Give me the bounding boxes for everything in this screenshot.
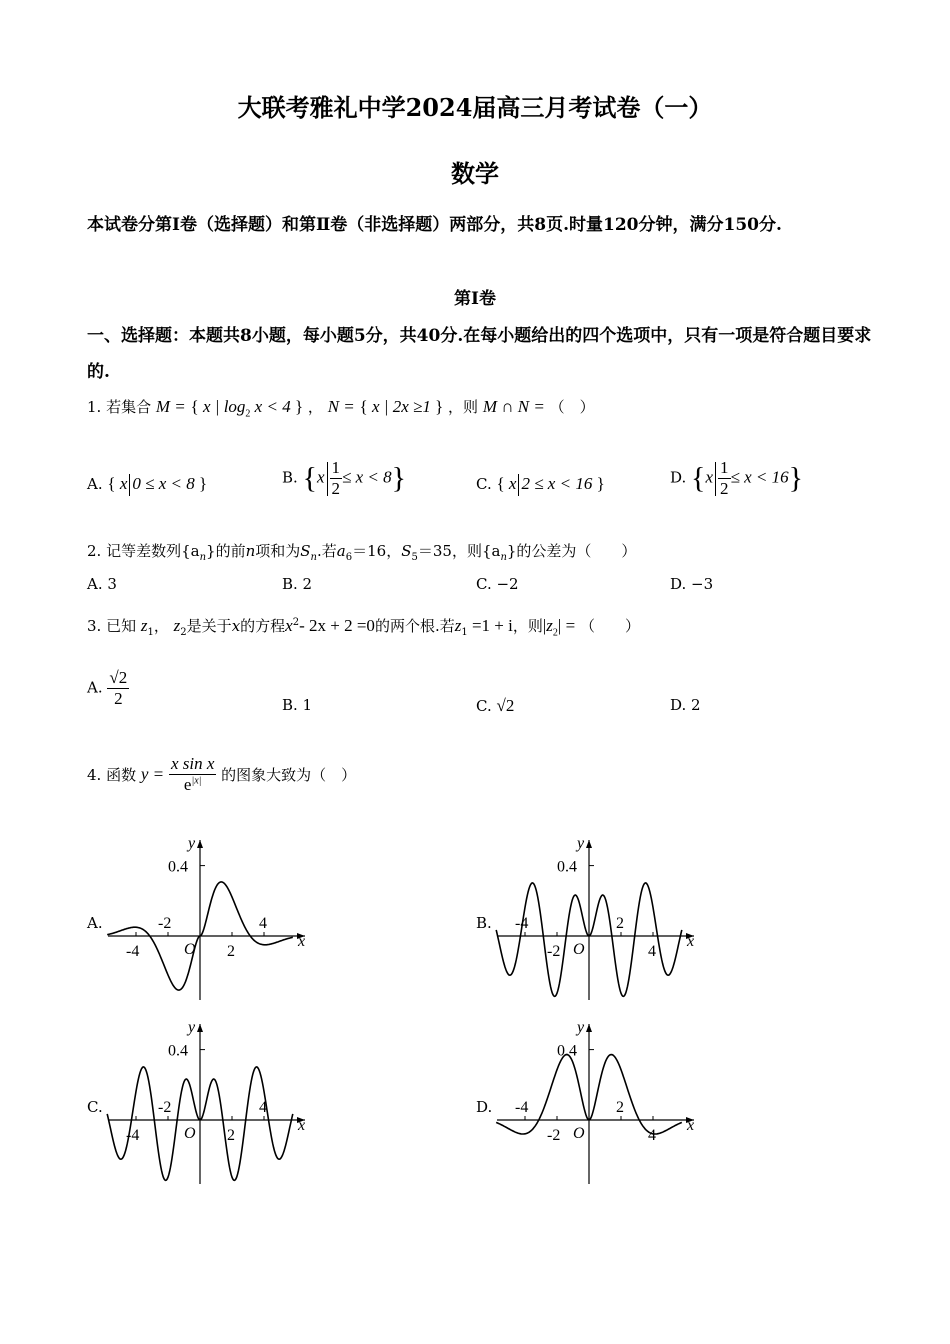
q4-text: 4. 函数 [87,766,137,784]
option-cond: ≤ x < 8 [342,467,392,487]
option-label: A. [87,475,103,493]
q1-prefix: 1. 若集合 [87,398,152,416]
q4-option-d-label[interactable]: D. [476,1098,493,1116]
subject-title: 数学 [451,159,499,188]
option-cond: ≤ x < 16 [730,467,789,487]
q3-text: 的两个根.若 [374,617,455,635]
x-tick-label: 4 [259,1099,267,1116]
q1-set-m-tail: x < 4 [254,397,291,416]
option-label: C. [476,475,492,493]
option-value: √2 [496,696,515,715]
y-axis-arrow [197,1024,203,1032]
x-axis-label: x [298,1117,306,1134]
q2-option-a[interactable]: A. 3 [87,575,117,593]
q1-set-m: { x | $\log_2 x < 4$ } [190,397,304,420]
q1-expr: M ∩ N = [482,397,545,416]
q2-option-d[interactable]: D. −3 [670,575,714,593]
q3-text: 3. 已知 [87,617,137,635]
q4-y-eq: y = [140,764,165,784]
q1-blank: （ ） [549,398,595,416]
origin-label: O [573,941,585,958]
q1-set-n-body: x | 2x ≥1 [371,397,431,416]
q2-var-a: a [336,542,346,560]
q3-var-z: z [546,616,553,635]
section-heading: 一、选择题：本题共8小题，每小题5分，共40分.在每小题给出的四个选项中，只有一项是符合题目要求的. [87,326,872,382]
option-var: x [316,467,325,487]
q3-sup: 2 [292,617,300,628]
option-frac-den: 2 [720,479,729,498]
x-tick-label: -2 [158,1099,172,1116]
x-tick-label: -4 [126,1127,140,1144]
option-frac-num: 1 [720,458,729,477]
q2-var-n: n [245,542,256,560]
y-tick-label: 0.4 [168,1042,188,1060]
q2-var-s: S [401,542,412,560]
q3-var-z: z [173,616,181,635]
q3-option-d[interactable]: D. 2 [670,696,701,714]
x-tick-label: -2 [547,943,561,960]
x-tick-label: 2 [227,1127,235,1144]
q2-text: }的公差为（ ） [506,542,637,560]
q1-then: ，则 [448,398,479,416]
y-axis-arrow [586,840,592,848]
q1-option-b[interactable]: B. {x $\frac{1}{2}$ ≤ x < 8} [282,458,407,498]
q4-den-e: e [183,775,192,794]
y-axis-label: y [577,1019,585,1036]
origin-label: O [184,941,196,958]
q2-var-s: S [300,542,311,560]
q4-option-c-label[interactable]: C. [87,1098,103,1116]
x-axis-label: x [687,1117,695,1134]
q2-text: .若 [317,542,337,560]
y-axis-arrow [197,840,203,848]
q1-set-n-label: N = [327,397,355,416]
q3-eq: - 2x + 2 =0 [299,616,375,635]
q3-text: 的方程 [240,617,286,635]
x-tick-label: 2 [616,1099,624,1116]
q3-text: ，则 [512,617,543,635]
x-tick-label: 2 [616,915,624,932]
q1-set-m-label: M = [155,397,186,416]
q3-eq: x [285,616,293,635]
q4-den-sup: |x| [191,775,202,787]
question-4 [87,754,356,795]
question-3: 3. 已知 $z_1$， $z_2$是关于x的方程$x^2-$ 2x + 2 =0的两个根.若$z_1 =1 + i$，则$|z_2|$ = （ ） [87,616,640,639]
x-axis-label: x [298,933,306,950]
x-tick-label: -2 [547,1127,561,1144]
q3-sub: 2 [552,627,558,639]
exam-intro: 本试卷分第Ⅰ卷（选择题）和第Ⅱ卷（非选择题）两部分，共8页.时量120分钟，满分150分. [87,215,782,235]
x-tick-label: 4 [259,915,267,932]
q2-option-c[interactable]: C. −2 [476,575,519,593]
q4-graph-c[interactable] [100,1012,320,1192]
q1-log-base: 2 [245,408,251,420]
question-2 [87,540,636,563]
x-tick-label: 4 [648,1127,656,1144]
x-tick-label: 4 [648,943,656,960]
q1-set-m-body: x | log [202,397,246,416]
q2-sub: n [199,552,207,563]
q3-option-c[interactable] [476,696,514,716]
q3-option-b[interactable]: B. 1 [282,696,313,714]
y-tick-label: 0.4 [168,858,188,876]
q3-var-z: z [140,616,148,635]
q2-sub: 6 [345,552,353,563]
option-var: x [508,474,517,493]
y-axis-arrow [586,1024,592,1032]
q3-sub: 1 [461,627,468,638]
q1-sep: ， [307,398,323,416]
option-frac-den: 2 [114,689,123,708]
q3-sub: 1 [147,627,154,638]
q3-sub: 2 [180,627,187,638]
x-tick-label: -4 [515,915,529,932]
x-axis-label: x [687,933,695,950]
option-var: x [705,467,713,487]
q3-option-a[interactable] [87,668,129,709]
y-axis-label: y [577,835,585,852]
q3-text: 是关于 [186,617,232,635]
volume-title: 第Ⅰ卷 [454,289,496,309]
q4-graph-a[interactable] [100,828,320,1008]
q2-sub: 5 [411,552,418,563]
q2-text: 2. 记等差数列{a [87,542,200,560]
x-tick-label: -4 [126,943,140,960]
y-axis-label: y [188,1019,196,1036]
q2-text: 项和为 [255,542,301,560]
option-frac-num: √2 [109,668,128,687]
question-1 [87,396,595,419]
q3-text: ， [153,617,169,635]
q2-option-b[interactable]: B. 2 [282,575,313,593]
option-frac-den: 2 [331,479,341,498]
q1-set-n: { x | 2x ≥1 } [359,397,444,416]
q3-var-x: x [231,617,241,635]
option-frac-num: 1 [331,458,341,477]
q2-text: ＝16， [352,542,402,560]
q3-eq: = [561,616,576,635]
q2-text: }的前 [206,542,246,560]
x-tick-label: 2 [227,943,235,960]
y-tick-label: 0.4 [557,1042,577,1060]
q4-option-b-label[interactable]: B. [476,914,492,932]
page-title: 大联考雅礼中学2024届高三月考试卷（一） [237,93,713,122]
option-label: D. [670,468,687,487]
origin-label: O [573,1125,585,1142]
option-label: B. [282,468,298,487]
q2-sub: n [310,552,317,563]
x-tick-label: -2 [158,915,172,932]
q3-blank: （ ） [579,617,640,635]
y-axis-label: y [188,835,196,852]
q2-text: ＝35，则{a [417,542,501,560]
option-label: C. [476,697,492,715]
x-tick-label: -4 [515,1099,529,1116]
q3-eq: =1 + i [467,616,513,635]
q4-option-a-label[interactable]: A. [87,914,103,932]
q3-var-z: z [454,616,462,635]
q1-option-c[interactable]: C. { x 2 ≤ x < 16 } [476,474,605,496]
option-var: x [119,474,128,493]
q1-option-a[interactable]: A. { x 0 ≤ x < 8 } [87,474,207,496]
q4-text: 的图象大致为（ ） [221,766,357,784]
y-tick-label: 0.4 [557,858,577,876]
q4-frac-num: x sin x [170,754,215,773]
origin-label: O [184,1125,196,1142]
q4-graph-b[interactable] [489,828,709,1008]
q4-graph-d[interactable] [489,1012,709,1192]
option-cond: 0 ≤ x < 8 [132,474,195,493]
option-label: A. [87,678,103,697]
q1-option-d[interactable]: D. {x $\frac{1}{2}$ ≤ x < 16} [670,458,804,498]
q2-sub: n [500,552,507,563]
option-cond: 2 ≤ x < 16 [521,474,593,493]
